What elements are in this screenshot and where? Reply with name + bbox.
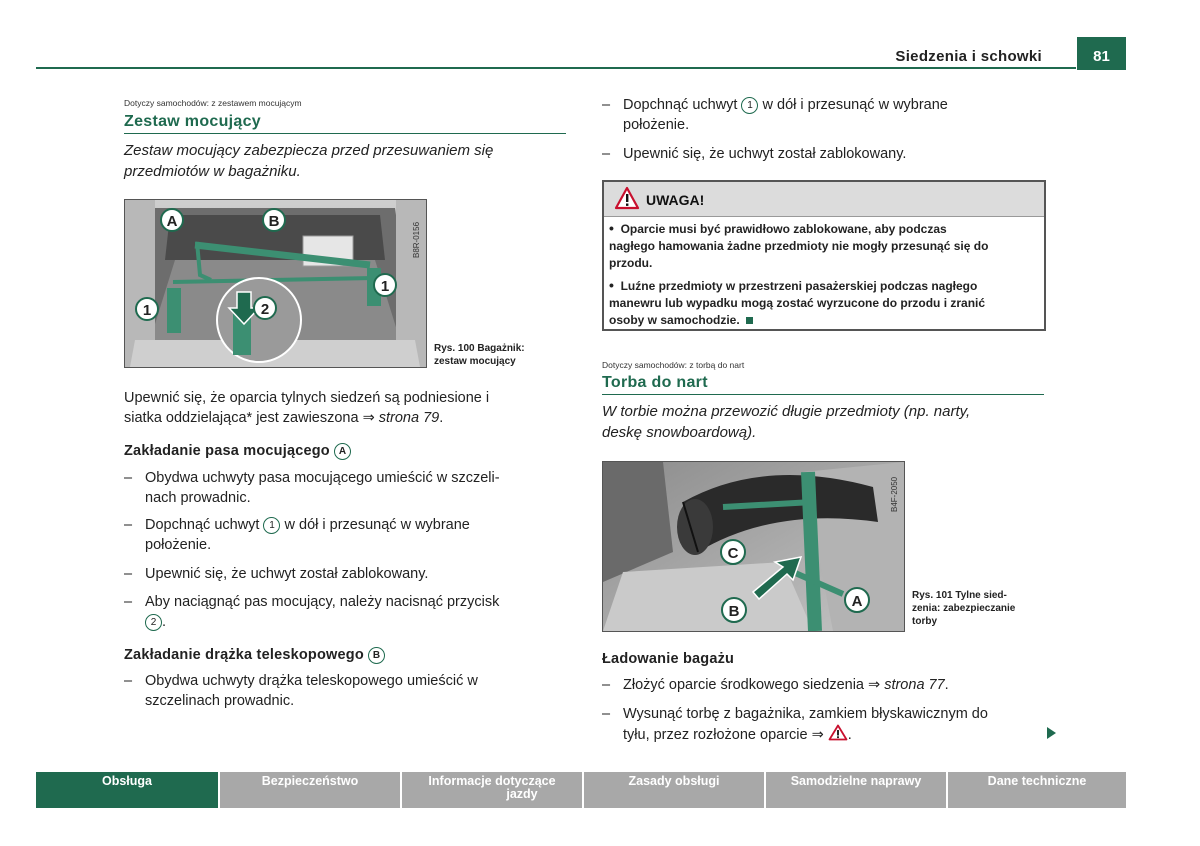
warning-header: [604, 182, 1044, 217]
list-item-text: .: [162, 614, 167, 630]
tab-bezpieczenstwo[interactable]: [220, 772, 400, 808]
list-item-text: tyłu, przez rozłożone oparcie ⇒: [623, 727, 828, 743]
svg-text:1: 1: [380, 278, 390, 295]
tab-label: Dane techniczne: [987, 774, 1087, 788]
applies-note: Dotyczy samochodów: z zestawem mocującym: [124, 98, 302, 108]
figure-ski-bag: [602, 461, 905, 632]
section-rule: [124, 133, 566, 134]
tab-label: Informacje dotyczące: [428, 774, 556, 788]
marker-1: 1: [263, 517, 280, 534]
subheading-belt: [124, 443, 351, 460]
list-item-text: Obydwa uchwyty drążka teleskopowego umieścić w: [145, 673, 478, 689]
continue-arrow-icon: [1047, 727, 1056, 739]
subheading-text: Zakładanie drążka teleskopowego: [124, 647, 364, 663]
marker-2: 2: [145, 614, 162, 631]
list-item-text: .: [847, 727, 852, 743]
section-intro: [602, 401, 1052, 443]
svg-text:B: B: [268, 213, 280, 230]
list-item: – Wysunąć torbę z bagażnika, zamkiem błyskawicznym do tyłu, przez rozłożone oparcie ⇒ .: [602, 706, 988, 743]
figure-caption: [434, 342, 525, 368]
list-item: – Dopchnąć uchwyt 1 w dół i przesunąć w wybrane położenie.: [602, 97, 948, 133]
tab-label: Zasady obsługi: [628, 774, 720, 788]
paragraph-text: Upewnić się, że oparcia tylnych siedzeń są podniesione i: [124, 390, 490, 406]
paragraph-check: [124, 388, 564, 428]
list-item: – Obydwa uchwyty pasa mocującego umieścić w szczeli- nach prowadnic.: [124, 470, 500, 506]
list-item: – Złożyć oparcie środkowego siedzenia ⇒ strona 77.: [602, 677, 949, 693]
tab-label: Bezpieczeństwo: [261, 774, 359, 788]
list-item-text: Upewnić się, że uchwyt został zablokowany.: [145, 566, 429, 582]
list-item-text: szczelinach prowadnic.: [145, 693, 295, 709]
list-item-text: nach prowadnic.: [145, 490, 251, 506]
figure-code: B8R-0156: [412, 221, 421, 258]
figure-caption-line: Rys. 101 Tylne sied-: [912, 590, 1007, 601]
tab-label: Obsługa: [101, 774, 152, 788]
section-title: Zestaw mocujący: [124, 113, 261, 130]
figure-caption: [912, 589, 1015, 628]
applies-note: Dotyczy samochodów: z torbą do nart: [602, 360, 745, 370]
marker-1: 1: [741, 97, 758, 114]
page-reference-link[interactable]: strona 79: [378, 410, 440, 426]
list-item-text: Dopchnąć uchwyt: [145, 517, 264, 533]
svg-text:C: C: [727, 545, 739, 562]
list-item-text: Wysunąć torbę z bagażnika, zamkiem błyskawicznym do: [623, 706, 988, 722]
intro-text: W torbie można przewozić długie przedmioty (np. narty,: [602, 403, 971, 420]
page-number: 81: [1077, 37, 1126, 70]
svg-text:B: B: [728, 603, 740, 620]
warning-text: przodu.: [609, 256, 653, 270]
bullet-icon: •: [609, 220, 614, 236]
list-item-text: Aby naciągnąć pas mocujący, należy nacisnąć przycisk: [145, 594, 500, 610]
bullet-icon: •: [609, 277, 614, 293]
warning-text: Luźne przedmioty w przestrzeni pasażerskiej podczas nagłego: [620, 279, 978, 293]
section-intro: Zestaw mocujący zabezpiecza przed przesuwaniem się przedmiotów w bagażniku.: [124, 142, 494, 180]
warning-text: manewru lub wypadku mogą zostać wyrzucone do przodu i zranić: [609, 296, 986, 310]
paragraph-text: siatka oddzielająca* jest zawieszona ⇒: [124, 410, 379, 426]
tab-samodzielne-naprawy[interactable]: [766, 772, 946, 808]
cargo-kit-illustration: [125, 200, 426, 367]
section-title: Torba do nart: [602, 374, 708, 391]
svg-text:A: A: [851, 593, 863, 610]
list-item-text: w dół i przesunąć w wybrane: [758, 97, 948, 113]
tab-label: jazdy: [506, 787, 538, 801]
tab-zasady-obslugi[interactable]: [584, 772, 764, 808]
chapter-title: Siedzenia i schowki: [895, 48, 1042, 65]
warning-text: nagłego hamowania żadne przedmioty nie mogły przesunąć się do: [609, 239, 989, 253]
list-item-text: Upewnić się, że uchwyt został zablokowany.: [623, 146, 907, 162]
footer-nav: [36, 772, 1126, 808]
intro-text: deskę snowboardową).: [602, 424, 757, 441]
paragraph-text: .: [439, 410, 444, 426]
list-item-text: położenie.: [623, 117, 690, 133]
figure-caption-line: zenia: zabezpieczanie: [912, 603, 1016, 614]
warning-title: UWAGA!: [646, 192, 705, 208]
page-reference-link[interactable]: strona 77: [884, 677, 945, 693]
figure-caption-line: zestaw mocujący: [434, 356, 516, 367]
tab-informacje[interactable]: [402, 772, 582, 808]
figure-code: B4F-2050: [890, 476, 899, 512]
header-rule: [36, 67, 1076, 69]
figure-cargo-kit: [124, 199, 427, 368]
tab-label: Samodzielne naprawy: [790, 774, 922, 788]
list-item-text: Złożyć oparcie środkowego siedzenia ⇒: [623, 677, 885, 693]
subheading-bar: [124, 647, 385, 664]
figure-caption-line: torby: [912, 616, 937, 627]
end-square-icon: [746, 317, 753, 324]
subheading-loading: Ładowanie bagażu: [602, 651, 735, 667]
list-item: – Obydwa uchwyty drążka teleskopowego umieścić w szczelinach prowadnic.: [124, 673, 478, 709]
list-item: – Upewnić się, że uchwyt został zablokowany.: [602, 146, 907, 162]
warning-triangle-icon[interactable]: [828, 724, 848, 741]
figure-caption-line: Rys. 100 Bagażnik:: [434, 343, 525, 354]
tab-obsluga[interactable]: [36, 772, 218, 808]
warning-body: [604, 217, 1044, 329]
list-item: – Dopchnąć uchwyt 1 w dół i przesunąć w wybrane położenie.: [124, 517, 470, 553]
marker-a: A: [334, 443, 351, 460]
tab-dane-techniczne[interactable]: [948, 772, 1126, 808]
warning-paragraph: [609, 220, 1039, 272]
section-rule: [602, 394, 1044, 395]
subheading-text: Zakładanie pasa mocującego: [124, 443, 330, 459]
svg-text:2: 2: [260, 301, 270, 318]
svg-text:A: A: [166, 213, 178, 230]
list-item-text: .: [944, 677, 949, 693]
warning-text: osoby w samochodzie.: [609, 313, 740, 327]
marker-b: B: [368, 647, 385, 664]
list-item-text: położenie.: [145, 537, 212, 553]
warning-triangle-icon: [614, 186, 640, 210]
list-item: – Upewnić się, że uchwyt został zablokowany.: [124, 566, 429, 582]
warning-paragraph: [609, 277, 1039, 329]
ski-bag-illustration: [603, 462, 904, 631]
list-item-text: Obydwa uchwyty pasa mocującego umieścić w szczeli-: [145, 470, 500, 486]
list-item: – Aby naciągnąć pas mocujący, należy nacisnąć przycisk 2 .: [124, 594, 500, 630]
svg-text:1: 1: [142, 302, 152, 319]
warning-text: Oparcie musi być prawidłowo zablokowane, aby podczas: [620, 222, 947, 236]
list-item-text: w dół i przesunąć w wybrane: [280, 517, 470, 533]
list-item-text: Dopchnąć uchwyt: [623, 97, 742, 113]
warning-box: [602, 180, 1046, 331]
